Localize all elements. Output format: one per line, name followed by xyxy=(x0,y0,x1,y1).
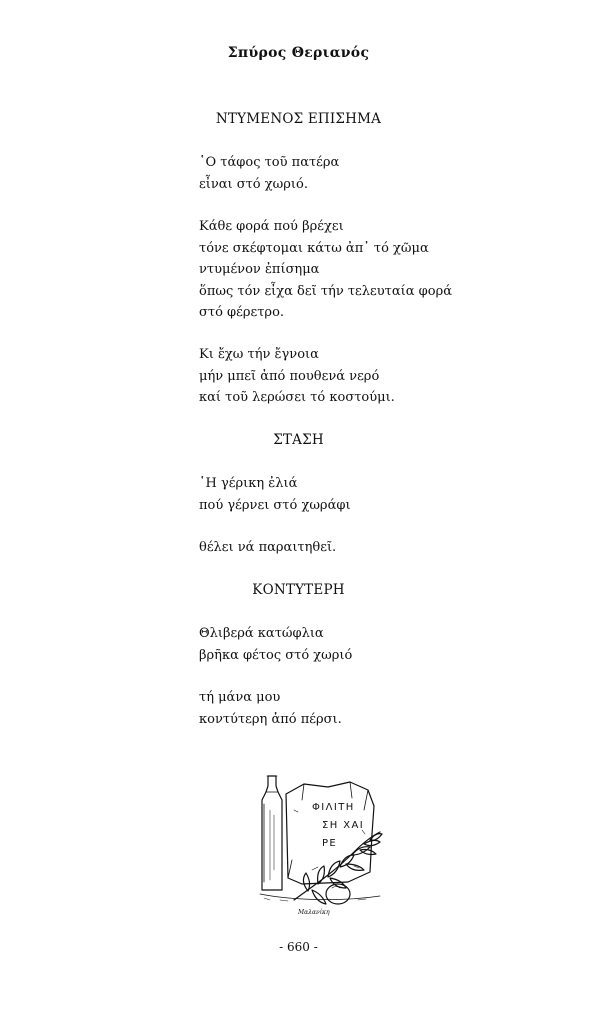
page-number: - 660 - xyxy=(279,940,318,954)
verse-line: κοντύτερη ἀπό πέρσι. xyxy=(199,711,342,727)
poem3-stanza2 xyxy=(199,687,342,730)
verse-line: ῾Ο τάφος τοῦ πατέρα xyxy=(199,155,340,170)
poem1-stanza2 xyxy=(199,216,452,324)
poem1-stanza3 xyxy=(199,344,395,409)
poem-title-stasi: ΣΤΑΣΗ xyxy=(273,432,324,448)
verse-line: καί τοῦ λερώσει τό κοστούμι. xyxy=(199,390,395,405)
verse-line: Κάθε φορά πού βρέχει xyxy=(199,219,344,234)
verse-line: μήν μπεῖ ἀπό πουθενά νερό xyxy=(199,368,380,384)
poem1-stanza1 xyxy=(199,152,339,195)
inscription-line: ΡΕ xyxy=(322,838,338,849)
verse-line: βρῆκα φέτος στό χωριό xyxy=(199,647,353,663)
verse-line: ντυμένον ἐπίσημα xyxy=(199,262,320,277)
poem-title-ntymenos: ΝΤΥΜΕΝΟΣ ΕΠΙΣΗΜΑ xyxy=(215,111,382,127)
inscription-line: ΣΗ ΧΑΙ xyxy=(322,820,365,831)
poem-title-kontyteri: ΚΟΝΤΥΤΕΡΗ xyxy=(252,582,345,598)
verse-line: ὅπως τόν εἶχα δεῖ τήν τελευταία φορά xyxy=(199,283,452,299)
artist-signature: Μαλανίκη xyxy=(298,909,330,916)
author-name: Σπύρος Θεριανός xyxy=(227,45,370,61)
verse-line: τόνε σκέφτομαι κάτω ἀπ᾽ τό χῶμα xyxy=(199,240,429,256)
verse-line: εἶναι στό χωριό. xyxy=(199,176,308,192)
bottle xyxy=(262,776,282,890)
verse-line: Κι ἔχω τήν ἔγνοια xyxy=(199,347,319,362)
inscription-line: ΦΙΛΙΤΗ xyxy=(312,802,355,813)
verse-line: ῾Η γέρικη ἐλιά xyxy=(199,476,298,491)
poem2-stanza1 xyxy=(199,473,351,516)
verse-line: Θλιβερά κατώφλια xyxy=(199,626,324,641)
verse-line: πού γέρνει στό χωράφι xyxy=(199,497,351,513)
still-life-illustration xyxy=(250,770,390,920)
verse-line: θέλει νά παραιτηθεῖ. xyxy=(199,540,337,555)
poem3-stanza1 xyxy=(199,623,352,666)
verse-line: στό φέρετρο. xyxy=(199,305,285,320)
poem2-stanza2 xyxy=(199,537,336,559)
verse-line: τή μάνα μου xyxy=(199,690,281,705)
